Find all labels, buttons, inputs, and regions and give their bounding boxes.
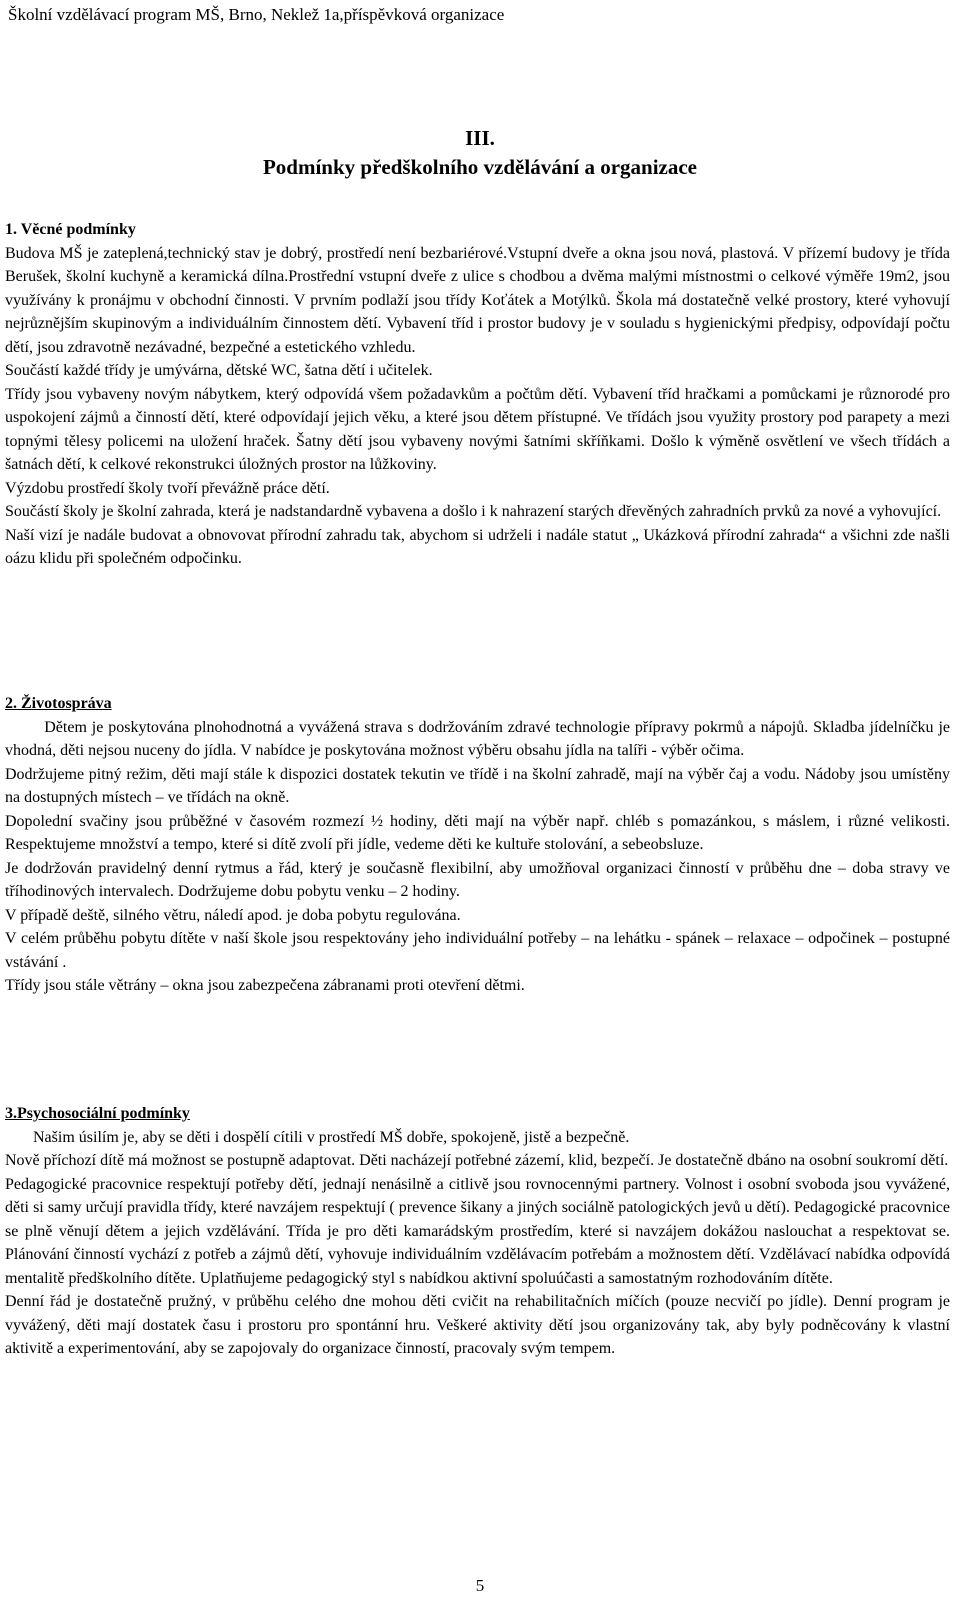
- paragraph: Naší vizí je nadále budovat a obnovovat přírodní zahradu tak, abychom si udrželi i nadále statut „ Ukázková přírodní zahrada“ a všichni zde našli oázu klidu při společném odpočinku.: [5, 526, 950, 567]
- paragraph: V celém průběhu pobytu dítěte v naší škole jsou respektovány jeho individuální potřeby – na lehátku - spánek – relaxace – odpočinek – postupné vstávání .: [5, 930, 950, 971]
- page-header: Školní vzdělávací program MŠ, Brno, Neklež 1a,příspěvková organizace: [8, 5, 505, 24]
- section-vecne-podminky: [5, 218, 950, 571]
- paragraph: Pedagogické pracovnice respektují potřeby dětí, jednají nenásilně a citlivě jsou rovnocennými partnery. Volnost i osobní svoboda jsou vyvážené, děti si samy určují pravidla třídy, které navzájem respektují ( prevence šikany a jiných sociálně patologických jevů u dětí). Pedagogické pracovnice se plně věnují dětem a jejich vzdělávání. Třída je pro děti kamarádským prostředím, které si navzájem dokážou naslouchat a respektovat se. Plánování činností vychází z potřeb a zájmů dětí, vyhovuje individuálním vzdělávacím potřebám a možnostem dětí. Vzdělávací nabídka odpovídá mentalitě předškolního dítěte. Uplatňujeme pedagogický styl s nabídkou aktivní spoluúčasti a samostatným rozhodováním dítěte.: [5, 1175, 950, 1287]
- page-number: 5: [475, 1576, 485, 1595]
- paragraph: Dopolední svačiny jsou průběžné v časovém rozmezí ½ hodiny, děti mají na výběr např. chléb s pomazánkou, s máslem, i různé velikosti. Respektujeme množství a tempo, které si dítě zvolí při jídle, vedeme děti ke kultuře stolování, a sebeobsluze.: [5, 812, 950, 853]
- paragraph: V případě deště, silného větru, náledí apod. je doba pobytu regulována.: [5, 906, 461, 924]
- paragraph: Denní řád je dostatečně pružný, v průběhu celého dne mohou děti cvičit na rehabilitačních míčích (pouze necvičí po jídle). Denní program je vyvážený, děti mají dostatek času i prostoru pro spontánní hru. Veškeré aktivity dětí jsou organizovány tak, aby byly podněcovány k vlastní aktivitě a experimentování, aby se zapojovaly do organizace činností, pracovaly svým tempem.: [5, 1293, 950, 1357]
- section-heading: 3.Psychosociální podmínky: [5, 1105, 190, 1122]
- paragraph: Dětem je poskytována plnohodnotná a vyvážená strava s dodržováním zdravé technologie přípravy pokrmů a nápojů. Skladba jídelníčku je vhodná, děti nejsou nuceny do jídla. V nabídce je poskytována možnost výběru obsahu jídla na talíři - výběr očima.: [5, 718, 954, 759]
- paragraph: Nově příchozí dítě má možnost se postupně adaptovat. Děti nacházejí potřebné zázemí, klid, bezpečí. Je dostatečně dbáno na osobní soukromí dětí.: [5, 1152, 949, 1169]
- section-psychosocialni-podminky: [5, 1102, 950, 1361]
- section-zivotosprava: [5, 692, 954, 998]
- paragraph: Třídy jsou stále větrány – okna jsou zabezpečena zábranami proti otevření dětmi.: [5, 977, 525, 994]
- paragraph: Budova MŠ je zateplená,technický stav je dobrý, prostředí není bezbariérové.Vstupní dveře a okna jsou nová, plastová. V přízemí budovy je třída Berušek, školní kuchyně a keramická dílna.Prostřední vstupní dveře z ulice s chodbou a dvěma malými místnostmi o celkové výměře 19m2, jsou využívány k pronájmu v obchodní činnosti. V prvním podlaží jsou třídy Koťátek a Motýlků. Škola má dostatečně velké prostory, které vyhovují nejrůznějším skupinovým a individuálním činnostem dětí. Vybavení tříd i prostor budovy je v souladu s hygienickými předpisy, odpovídají počtu dětí, jsou zdravotně nezávadné, bezpečné a estetického vzhledu.: [5, 244, 950, 356]
- paragraph: Našim úsilím je, aby se děti i dospělí cítili v prostředí MŠ dobře, spokojeně, jistě a bezpečně.: [5, 1128, 630, 1146]
- paragraph: Třídy jsou vybaveny novým nábytkem, který odpovídá všem požadavkům a počtům dětí. Vybavení tříd hračkami a pomůckami je různorodé pro uspokojení zájmů a činností dětí, které odpovídají jejich věku, a které jsou dětem přístupné. Ve třídách jsou využity prostory pod parapety a mezi topnými tělesy policemi na uložení hraček. Šatny dětí jsou vybaveny novými šatními skříňkami. Došlo k výměně osvětlení ve všech třídách a šatnách dětí, k celkové rekonstrukci úložných prostor na lůžkoviny.: [5, 385, 950, 473]
- chapter-title: Podmínky předškolního vzdělávání a organizace: [262, 155, 698, 179]
- section-heading: 2. Životospráva: [5, 695, 112, 712]
- paragraph: Dodržujeme pitný režim, děti mají stále k dispozici dostatek tekutin ve třídě i na školní zahradě, mají na výběr čaj a vodu. Nádoby jsou umístěny na dostupných místech – ve třídách na okně.: [5, 765, 950, 806]
- paragraph: Součástí školy je školní zahrada, která je nadstandardně vybavena a došlo i k nahrazení starých dřevěných zahradních prvků za nové a vyhovující.: [5, 503, 942, 520]
- paragraph: Součástí každé třídy je umývárna, dětské WC, šatna dětí i učitelek.: [5, 362, 433, 379]
- chapter-number: III.: [465, 126, 495, 150]
- paragraph: Výzdobu prostředí školy tvoří převážně práce dětí.: [5, 479, 330, 497]
- paragraph: Je dodržován pravidelný denní rytmus a řád, který je současně flexibilní, aby umožňoval organizaci činností v průběhu dne – doba stravy ve tříhodinových intervalech. Dodržujeme dobu pobytu venku – 2 hodiny.: [5, 859, 950, 900]
- section-heading: 1. Věcné podmínky: [5, 221, 136, 238]
